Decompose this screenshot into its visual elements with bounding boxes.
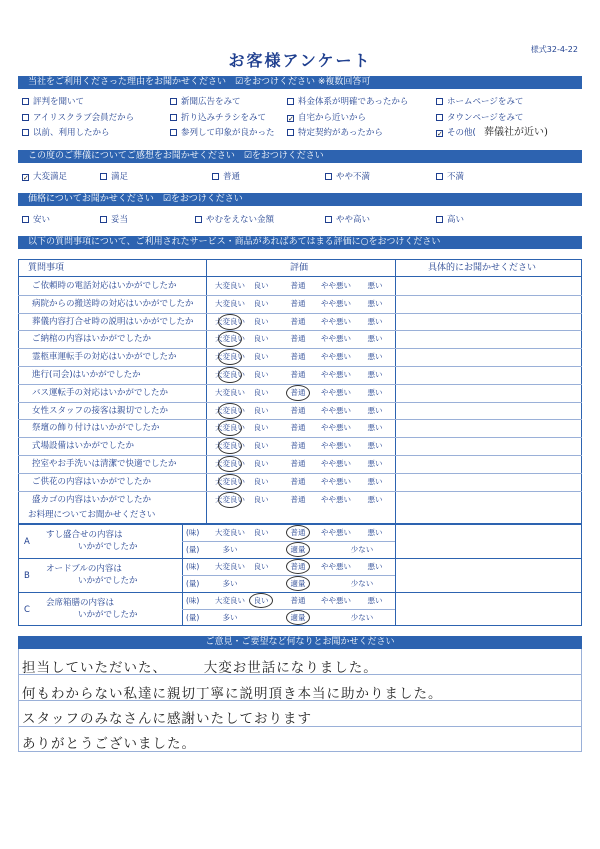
rating-option[interactable]: 大変良い xyxy=(215,441,245,451)
question-text: ご納棺の内容はいかがでしたか xyxy=(32,334,152,345)
taste-option[interactable]: やや悪い xyxy=(321,562,351,571)
rating-option[interactable]: 良い xyxy=(253,423,269,433)
opinion-line-1: 担当していただいた、 大変お世話になりました。 xyxy=(22,660,378,676)
rating-option[interactable]: 良い xyxy=(253,494,269,504)
answer-circle-mark xyxy=(218,492,242,508)
rating-option[interactable]: 悪い xyxy=(367,334,383,344)
taste-option[interactable]: 悪い xyxy=(367,528,383,537)
opinion-line-4: ありがとうございました。 xyxy=(22,736,196,752)
rating-option[interactable]: やや悪い xyxy=(321,476,351,486)
food-question-line1: オードブルの内容は xyxy=(46,564,122,574)
reason-option-8[interactable] xyxy=(287,128,383,138)
header-rating: 評価 xyxy=(290,263,309,273)
taste-circle-mark xyxy=(286,559,310,574)
checkbox-icon[interactable] xyxy=(436,114,443,121)
taste-option[interactable]: 悪い xyxy=(367,562,383,571)
reason-option-4[interactable] xyxy=(170,113,266,123)
rating-option[interactable]: 悪い xyxy=(367,370,383,379)
other-reason-handwriting: 葬儀社が近い xyxy=(484,127,544,138)
price-option-3-label: やや高い xyxy=(336,215,371,225)
rating-option[interactable]: 悪い xyxy=(367,352,383,362)
rating-option[interactable]: 良い xyxy=(253,476,269,486)
reason-option-10-label: タウンページをみて xyxy=(447,113,524,123)
rating-option[interactable]: 普通 xyxy=(290,476,306,486)
amount-option[interactable]: 少ない xyxy=(350,579,374,588)
rating-option[interactable]: 良い xyxy=(253,441,269,451)
reason-option-2-label: 以前、利用したから xyxy=(33,128,110,138)
amount-circle-mark xyxy=(286,576,310,591)
question-text: 祭壇の飾り付けはいかがでしたか xyxy=(32,423,160,434)
price-option-1-label: 妥当 xyxy=(111,215,129,225)
rating-option[interactable]: やや悪い xyxy=(321,494,351,504)
reason-option-5-label: 参列して印象が良かった xyxy=(181,128,275,138)
rating-option[interactable]: 普通 xyxy=(290,494,306,504)
checkbox-icon[interactable] xyxy=(170,129,177,136)
answer-circle-mark xyxy=(218,456,242,472)
food-letter: C xyxy=(24,605,30,615)
reason-option-10[interactable] xyxy=(436,113,523,123)
rating-option[interactable]: 良い xyxy=(253,387,269,397)
price-section-bar: 価格についてお聞かせください ☑をおつけください xyxy=(18,193,582,206)
rating-option[interactable]: やや悪い xyxy=(321,459,351,468)
answer-circle-mark xyxy=(218,314,242,330)
question-text: 葬儀内容打合せ時の説明はいかがでしたか xyxy=(32,316,194,327)
amount-circle-mark xyxy=(286,542,310,557)
checkbox-icon[interactable] xyxy=(22,216,29,223)
checkbox-icon[interactable] xyxy=(100,173,107,180)
checkbox-icon[interactable] xyxy=(100,216,107,223)
reason-option-6-label: 料金体系が明確であったから xyxy=(298,97,409,107)
rating-option[interactable]: やや悪い xyxy=(321,334,351,344)
question-text: 盛カゴの内容はいかがでしたか xyxy=(32,494,152,505)
reason-option-7-label: 自宅から近いから xyxy=(298,113,367,123)
rating-option[interactable]: やや悪い xyxy=(321,441,351,451)
checkbox-icon[interactable] xyxy=(22,114,29,121)
rating-option[interactable]: やや悪い xyxy=(321,298,351,308)
checkbox-icon[interactable] xyxy=(325,216,332,223)
satisfaction-option-4[interactable] xyxy=(436,172,464,182)
reason-option-9[interactable] xyxy=(436,97,523,107)
taste-circle-mark xyxy=(249,593,273,608)
reason-option-0[interactable] xyxy=(22,97,84,107)
rating-option[interactable]: 大変良い xyxy=(215,405,245,415)
survey-section-bar: 以下の質問事項について、ご利用されたサービス・商品があればあてはまる評価に○をおつけください xyxy=(18,236,582,249)
checkbox-icon[interactable] xyxy=(325,173,332,180)
food-header: お料理についてお聞かせください xyxy=(28,510,156,520)
reason-option-0-label: 評判を聞いて xyxy=(33,97,85,107)
rating-option[interactable]: 悪い xyxy=(367,387,383,397)
price-option-4-label: 高い xyxy=(447,215,465,225)
price-option-2-label: やむをえない金額 xyxy=(206,215,275,225)
question-text: ご供花の内容はいかがでしたか xyxy=(32,476,152,487)
reason-option-11-label: その他( xyxy=(447,128,476,138)
rating-option[interactable]: 悪い xyxy=(367,298,383,308)
rating-option[interactable]: 大変良い xyxy=(215,352,245,362)
taste-option[interactable]: やや悪い xyxy=(321,596,351,605)
opinion-line-3: スタッフのみなさんに感謝いたしております xyxy=(22,711,312,727)
taste-option[interactable]: やや悪い xyxy=(321,528,351,537)
food-letter: B xyxy=(24,571,30,581)
checkbox-icon[interactable] xyxy=(195,216,202,223)
rating-option[interactable]: 普通 xyxy=(290,441,306,451)
rating-option[interactable]: やや悪い xyxy=(321,405,351,415)
taste-label: (味) xyxy=(186,528,200,537)
reason-section-bar: 当社をご利用くださった理由をお聞かせください ☑をおつけください ※複数回答可 xyxy=(18,76,582,89)
price-option-3[interactable] xyxy=(325,215,370,225)
satisfaction-option-3-label: やや不満 xyxy=(336,172,371,182)
form-number: 様式32-4-22 xyxy=(530,45,578,54)
taste-option[interactable]: 良い xyxy=(253,562,269,571)
taste-option[interactable]: 良い xyxy=(253,528,269,537)
rating-option[interactable]: 普通 xyxy=(290,387,306,397)
rating-option[interactable]: 大変良い xyxy=(215,298,245,308)
question-text: 控室やお手洗いは清潔で快適でしたか xyxy=(32,459,177,469)
reason-option-3[interactable] xyxy=(170,97,241,107)
checkbox-icon[interactable] xyxy=(287,98,294,105)
answer-circle-mark xyxy=(218,403,242,419)
reason-option-2[interactable] xyxy=(22,128,110,138)
rating-option[interactable]: 悪い xyxy=(367,405,383,415)
reason-option-6[interactable] xyxy=(287,97,408,107)
reason-option-1[interactable] xyxy=(22,113,134,123)
opinion-line-2: 何もわからない私達に親切丁寧に説明頂き本当に助かりました。 xyxy=(22,686,443,702)
rating-option[interactable]: やや悪い xyxy=(321,387,351,397)
amount-circle-mark xyxy=(286,610,310,625)
taste-option[interactable]: 普通 xyxy=(290,562,306,571)
taste-label: (味) xyxy=(186,596,200,605)
rating-option[interactable]: 悪い xyxy=(367,494,383,504)
checkbox-icon[interactable] xyxy=(436,98,443,105)
answer-circle-mark xyxy=(218,367,242,383)
taste-option[interactable]: 普通 xyxy=(290,596,306,605)
rating-option[interactable]: 悪い xyxy=(367,441,383,451)
reason-option-11[interactable] xyxy=(436,128,476,138)
satisfaction-option-1-label: 満足 xyxy=(111,172,129,182)
satisfaction-option-4-label: 不満 xyxy=(447,172,465,182)
rating-option[interactable]: 普通 xyxy=(290,281,306,290)
rating-option[interactable]: 大変良い xyxy=(215,423,245,433)
reason-option-5[interactable] xyxy=(170,128,275,138)
rating-option[interactable]: 普通 xyxy=(290,298,306,308)
amount-label: (量) xyxy=(186,579,200,588)
rating-option[interactable]: やや悪い xyxy=(321,316,351,326)
rating-option[interactable]: 良い xyxy=(253,459,269,468)
question-text: 霊柩車運転手の対応はいかがでしたか xyxy=(32,352,177,363)
food-question-line2: いかがでしたか xyxy=(78,542,138,552)
rating-option[interactable]: 普通 xyxy=(290,405,306,415)
taste-circle-mark xyxy=(286,525,310,540)
amount-label: (量) xyxy=(186,545,200,554)
reason-option-7[interactable] xyxy=(287,113,366,123)
rating-option[interactable]: 普通 xyxy=(290,423,306,433)
rating-option[interactable]: 良い xyxy=(253,370,269,379)
rating-option[interactable]: 悪い xyxy=(367,459,383,468)
question-text: バス運転手の対応はいかがでしたか xyxy=(32,387,169,398)
satisfaction-option-1[interactable] xyxy=(100,172,128,182)
answer-circle-mark xyxy=(218,474,242,490)
question-text: 進行(司会)はいかがでしたか xyxy=(32,370,141,380)
rating-option[interactable]: 良い xyxy=(253,352,269,362)
taste-option[interactable]: 普通 xyxy=(290,528,306,537)
amount-option[interactable]: 適量 xyxy=(290,613,306,622)
page-title: お客様アンケート xyxy=(228,51,372,70)
amount-option[interactable]: 多い xyxy=(222,613,238,622)
satisfaction-option-0-label: 大変満足 xyxy=(33,172,68,182)
reason-option-8-label: 特定契約があったから xyxy=(298,128,383,138)
checkbox-icon[interactable] xyxy=(22,129,29,136)
rating-option[interactable]: 大変良い xyxy=(215,316,245,326)
food-question-line2: いかがでしたか xyxy=(78,610,138,620)
rating-option[interactable]: 大変良い xyxy=(215,281,245,290)
checkbox-icon[interactable]: ✓ xyxy=(437,130,443,138)
rating-option[interactable]: やや悪い xyxy=(321,423,351,433)
question-text: ご依頼時の電話対応はいかがでしたか xyxy=(32,281,177,291)
amount-option[interactable]: 多い xyxy=(222,579,238,588)
amount-option[interactable]: 適量 xyxy=(290,579,306,588)
taste-option[interactable]: 良い xyxy=(253,596,269,605)
checkbox-icon[interactable] xyxy=(22,98,29,105)
satisfaction-section-bar: この度のご葬儀についてご感想をお聞かせください ☑をおつけください xyxy=(18,150,582,163)
checkbox-icon[interactable] xyxy=(212,173,219,180)
amount-option[interactable]: 少ない xyxy=(350,613,374,622)
reason-option-4-label: 折り込みチラシをみて xyxy=(181,113,267,123)
amount-option[interactable]: 適量 xyxy=(290,545,306,554)
satisfaction-option-3[interactable] xyxy=(325,172,370,182)
rating-option[interactable]: 悪い xyxy=(367,281,383,290)
price-option-0[interactable] xyxy=(22,215,50,225)
opinion-section-bar: ご意見・ご要望など何なりとお聞かせください xyxy=(18,636,582,649)
rating-option[interactable]: 良い xyxy=(253,298,269,308)
question-text: 式場設備はいかがでしたか xyxy=(32,441,135,452)
taste-option[interactable]: 大変良い xyxy=(215,596,245,605)
rating-option[interactable]: やや悪い xyxy=(321,370,351,379)
taste-label: (味) xyxy=(186,562,200,571)
rating-option[interactable]: 良い xyxy=(253,405,269,415)
amount-option[interactable]: 少ない xyxy=(350,545,374,554)
rating-option[interactable]: 良い xyxy=(253,316,269,326)
checkbox-icon[interactable]: ✓ xyxy=(288,115,294,123)
rating-option[interactable]: 普通 xyxy=(290,334,306,344)
amount-option[interactable]: 多い xyxy=(222,545,238,554)
rating-option[interactable]: 悪い xyxy=(367,316,383,326)
amount-label: (量) xyxy=(186,613,200,622)
food-letter: A xyxy=(24,537,30,547)
checkbox-icon[interactable]: ✓ xyxy=(23,174,29,182)
rating-option[interactable]: 普通 xyxy=(290,352,306,362)
checkbox-icon[interactable] xyxy=(170,98,177,105)
rating-option[interactable]: 悪い xyxy=(367,476,383,486)
satisfaction-option-2-label: 普通 xyxy=(223,172,241,182)
rating-option[interactable]: やや悪い xyxy=(321,352,351,362)
food-question-line1: すし盛合せの内容は xyxy=(46,530,123,540)
rating-option[interactable]: 良い xyxy=(253,334,269,344)
rating-option[interactable]: 悪い xyxy=(367,423,383,433)
price-option-4[interactable] xyxy=(436,215,464,225)
food-question-line2: いかがでしたか xyxy=(78,576,138,586)
header-question: 質問事項 xyxy=(28,263,65,273)
other-reason-text xyxy=(484,128,548,138)
taste-option[interactable]: 大変良い xyxy=(215,562,245,571)
rating-option[interactable]: 大変良い xyxy=(215,494,245,504)
question-text: 病院からの搬送時の対応はいかがでしたか xyxy=(32,298,194,309)
satisfaction-option-0[interactable] xyxy=(22,172,67,182)
other-reason-close: ) xyxy=(544,127,548,138)
question-text: 女性スタッフの接客は親切でしたか xyxy=(32,405,169,416)
price-option-2[interactable] xyxy=(195,215,274,225)
rating-option[interactable]: やや悪い xyxy=(321,281,351,290)
answer-circle-mark xyxy=(286,385,310,401)
checkbox-icon[interactable] xyxy=(436,173,443,180)
rating-option[interactable]: 普通 xyxy=(290,316,306,326)
food-question-line1: 会席箱膳の内容は xyxy=(46,598,115,608)
rating-option[interactable]: 普通 xyxy=(290,459,306,468)
reason-option-9-label: ホームページをみて xyxy=(447,97,524,107)
rating-option[interactable]: 大変良い xyxy=(215,370,245,379)
rating-option[interactable]: 良い xyxy=(253,281,269,290)
header-comment: 具体的にお聞かせください xyxy=(428,263,537,273)
satisfaction-option-2[interactable] xyxy=(212,172,240,182)
price-option-1[interactable] xyxy=(100,215,128,225)
rating-option[interactable]: 大変良い xyxy=(215,387,245,397)
rating-option[interactable]: 大変良い xyxy=(215,459,245,468)
rating-option[interactable]: 普通 xyxy=(290,370,306,379)
checkbox-icon[interactable] xyxy=(170,114,177,121)
rating-option[interactable]: 大変良い xyxy=(215,476,245,486)
checkbox-icon[interactable] xyxy=(287,129,294,136)
checkbox-icon[interactable] xyxy=(436,216,443,223)
taste-option[interactable]: 悪い xyxy=(367,596,383,605)
rating-option[interactable]: 大変良い xyxy=(215,334,245,344)
reason-option-1-label: アイリスクラブ会員だから xyxy=(33,113,135,123)
price-option-0-label: 安い xyxy=(33,215,51,225)
taste-option[interactable]: 大変良い xyxy=(215,528,245,537)
reason-option-3-label: 新聞広告をみて xyxy=(181,97,241,107)
